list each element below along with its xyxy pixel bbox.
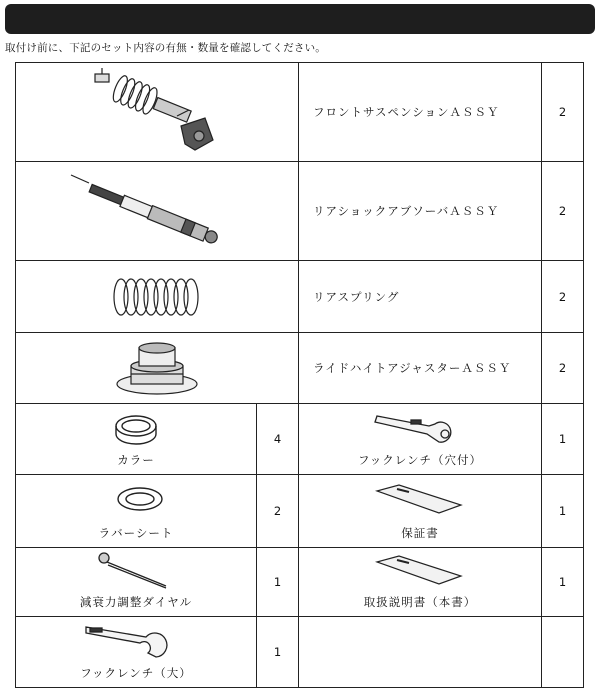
item-name: 保証書 <box>401 526 439 540</box>
rear-shock-absorber-icon <box>67 165 247 257</box>
rear-spring-image <box>16 261 299 333</box>
manual-cell <box>299 548 542 617</box>
item-qty: 2 <box>542 333 584 404</box>
item-name: リアショックアブソーバＡＳＳＹ <box>299 162 542 261</box>
front-suspension-image <box>16 63 299 162</box>
manual-icon <box>299 548 542 598</box>
collar-cell <box>16 404 257 475</box>
item-qty: 1 <box>257 548 299 617</box>
item-name: 取扱説明書（本書） <box>363 595 477 609</box>
item-name: フックレンチ（大） <box>80 666 192 680</box>
rear-shock-image <box>16 162 299 261</box>
item-qty: 4 <box>257 404 299 475</box>
rubber-seat-icon <box>16 475 257 527</box>
table-row <box>16 404 584 475</box>
ride-height-adjuster-image <box>16 333 299 404</box>
item-qty: 2 <box>542 63 584 162</box>
table-row <box>16 617 584 688</box>
warranty-cell <box>299 475 542 548</box>
collar-icon <box>16 404 257 456</box>
item-name: ラバーシート <box>98 526 174 540</box>
item-name: フロントサスペンションＡＳＳＹ <box>299 63 542 162</box>
hook-wrench-hole-cell <box>299 404 542 475</box>
table-row <box>16 63 584 162</box>
table-row <box>16 333 584 404</box>
rear-spring-icon <box>107 272 207 322</box>
hook-wrench-large-icon <box>16 617 257 667</box>
item-qty: 2 <box>257 475 299 548</box>
front-suspension-icon <box>77 66 237 158</box>
hook-wrench-with-hole-icon <box>299 404 542 456</box>
item-name: ライドハイトアジャスターＡＳＳＹ <box>299 333 542 404</box>
ride-height-adjuster-icon <box>107 336 207 400</box>
hook-wrench-large-cell <box>16 617 257 688</box>
item-qty: 2 <box>542 261 584 333</box>
warranty-card-icon <box>299 475 542 527</box>
item-name: フックレンチ（穴付） <box>358 453 482 467</box>
empty-cell <box>542 617 584 688</box>
header-bar <box>5 4 595 34</box>
table-row <box>16 475 584 548</box>
table-row <box>16 162 584 261</box>
item-name: リアスプリング <box>299 261 542 333</box>
parts-table <box>15 62 584 688</box>
damping-dial-icon <box>16 548 257 598</box>
intro-text: 取付け前に、下記のセット内容の有無・数量を確認してください。 <box>5 42 326 54</box>
item-qty: 1 <box>542 404 584 475</box>
damping-dial-cell <box>16 548 257 617</box>
table-row <box>16 548 584 617</box>
empty-cell <box>299 617 542 688</box>
item-qty: 2 <box>542 162 584 261</box>
item-qty: 1 <box>542 475 584 548</box>
rubber-seat-cell <box>16 475 257 548</box>
item-name: 減衰力調整ダイヤル <box>79 595 193 609</box>
item-qty: 1 <box>542 548 584 617</box>
item-qty: 1 <box>257 617 299 688</box>
item-name: カラー <box>117 453 155 467</box>
table-row <box>16 261 584 333</box>
